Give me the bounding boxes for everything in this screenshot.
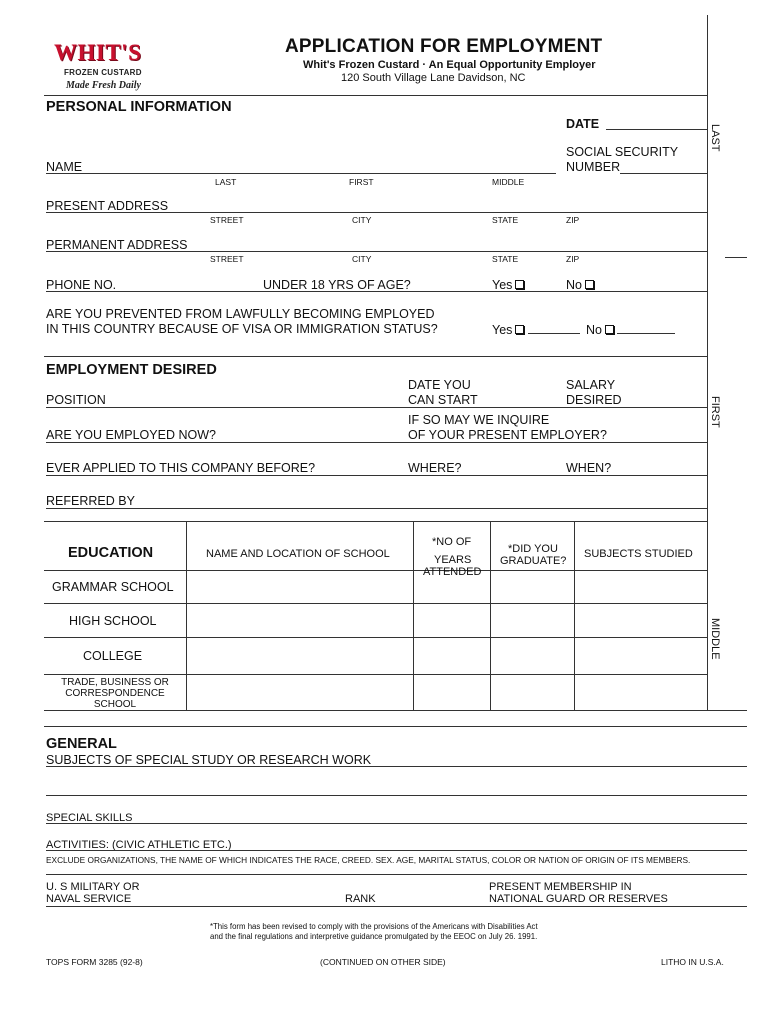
military-line2: NAVAL SERVICE bbox=[46, 893, 132, 905]
ada-note-line2: and the final regulations and interpretive guidance promulgated by the EEOC on July 26. 1991. bbox=[210, 932, 538, 941]
under18-no[interactable] bbox=[566, 278, 594, 292]
checkbox-icon[interactable] bbox=[515, 280, 524, 289]
employment-heading: EMPLOYMENT DESIRED bbox=[46, 362, 217, 378]
personal-info-heading: PERSONAL INFORMATION bbox=[46, 99, 232, 115]
name-sub-first: FIRST bbox=[349, 177, 374, 187]
table-row-divider bbox=[44, 570, 707, 571]
name-label: NAME bbox=[46, 160, 83, 174]
present-sub-zip: ZIP bbox=[566, 215, 580, 225]
special-skills-field[interactable] bbox=[46, 823, 747, 824]
under18-yes[interactable] bbox=[492, 278, 524, 292]
form-subtitle: Whit's Frozen Custard · An Equal Opportunity Employer bbox=[303, 59, 596, 71]
side-label-first: FIRST bbox=[709, 396, 721, 428]
present-sub-street: STREET bbox=[210, 215, 244, 225]
present-address-field[interactable] bbox=[46, 212, 707, 213]
date-field[interactable] bbox=[606, 129, 707, 130]
present-sub-state: STATE bbox=[492, 215, 519, 225]
visa-yes[interactable] bbox=[492, 322, 580, 337]
name-field[interactable] bbox=[46, 173, 556, 174]
when-label: WHEN? bbox=[566, 461, 612, 475]
position-label: POSITION bbox=[46, 393, 106, 407]
row-grammar-school: GRAMMAR SCHOOL bbox=[52, 580, 174, 594]
date-start-line2: CAN START bbox=[408, 393, 478, 407]
table-row-divider bbox=[44, 637, 707, 638]
exclude-note: EXCLUDE ORGANIZATIONS, THE NAME OF WHICH INDICATES THE RACE, CREED. SEX. AGE, MARITAL STATUS, COLOR OR NATION OF ORIGIN OF ITS MEMBERS. bbox=[46, 855, 691, 865]
salary-line1: SALARY bbox=[566, 378, 616, 392]
date-label: DATE bbox=[566, 117, 600, 131]
permanent-sub-state: STATE bbox=[492, 254, 519, 264]
col-subjects-header: SUBJECTS STUDIED bbox=[584, 548, 693, 560]
col-graduate-header-line2: GRADUATE? bbox=[500, 555, 567, 567]
checkbox-icon[interactable] bbox=[515, 325, 524, 334]
present-address-label: PRESENT ADDRESS bbox=[46, 199, 169, 213]
side-label-last: LAST bbox=[709, 124, 721, 152]
military-line1: U. S MILITARY OR bbox=[46, 881, 140, 893]
visa-no-blank[interactable] bbox=[617, 322, 675, 334]
table-col-divider bbox=[186, 521, 187, 710]
company-address: 120 South Village Lane Davidson, NC bbox=[341, 72, 526, 84]
date-start-line1: DATE YOU bbox=[408, 378, 471, 392]
position-field[interactable] bbox=[46, 407, 707, 408]
special-skills-label: SPECIAL SKILLS bbox=[46, 812, 133, 824]
row-trade-line3: SCHOOL bbox=[93, 699, 137, 710]
employed-now-label: ARE YOU EMPLOYED NOW? bbox=[46, 428, 216, 442]
table-row-divider bbox=[44, 603, 707, 604]
visa-yes-blank[interactable] bbox=[528, 322, 580, 334]
visa-no-label: No bbox=[586, 323, 602, 337]
membership-line2: NATIONAL GUARD OR RESERVES bbox=[489, 893, 668, 905]
permanent-address-field[interactable] bbox=[46, 251, 707, 252]
inquire-line1: IF SO MAY WE INQUIRE bbox=[408, 413, 550, 427]
where-label: WHERE? bbox=[408, 461, 462, 475]
special-study-field[interactable] bbox=[46, 766, 747, 767]
visa-yes-label: Yes bbox=[492, 323, 513, 337]
activities-label: ACTIVITIES: (CIVIC ATHLETIC ETC.) bbox=[46, 839, 232, 851]
form-title: APPLICATION FOR EMPLOYMENT bbox=[285, 36, 603, 57]
visa-no[interactable] bbox=[586, 322, 675, 337]
visa-question-line2: IN THIS COUNTRY BECAUSE OF VISA OR IMMIGRATION STATUS? bbox=[46, 322, 438, 336]
col-graduate-header-line1: *DID YOU bbox=[508, 543, 558, 555]
special-study-field-2[interactable] bbox=[46, 795, 747, 796]
visa-question-line1: ARE YOU PREVENTED FROM LAWFULLY BECOMING EMPLOYED bbox=[46, 307, 435, 321]
ssn-label-line1: SOCIAL SECURITY bbox=[566, 145, 679, 159]
applied-before-label: EVER APPLIED TO THIS COMPANY BEFORE? bbox=[46, 461, 316, 475]
phone-field[interactable] bbox=[46, 291, 707, 292]
row-trade-line2: CORRESPONDENCE bbox=[65, 688, 165, 699]
activities-field[interactable] bbox=[46, 850, 747, 851]
row-college: COLLEGE bbox=[83, 649, 143, 663]
name-sub-last: LAST bbox=[215, 177, 237, 187]
name-sub-middle: MIDDLE bbox=[492, 177, 525, 187]
litho-note: LITHO IN U.S.A. bbox=[661, 957, 724, 967]
employed-now-field[interactable] bbox=[46, 442, 707, 443]
section-divider bbox=[44, 356, 707, 357]
education-heading: EDUCATION bbox=[68, 545, 154, 561]
row-high-school: HIGH SCHOOL bbox=[69, 614, 157, 628]
referred-by-field[interactable] bbox=[46, 508, 707, 509]
logo-tagline: Made Fresh Daily bbox=[66, 80, 141, 91]
table-row-divider bbox=[44, 674, 707, 675]
margin-tick bbox=[725, 257, 747, 258]
ada-note-line1: *This form has been revised to comply with the provisions of the Americans with Disabilities Act bbox=[210, 922, 538, 931]
logo-subtitle: FROZEN CUSTARD bbox=[64, 68, 142, 77]
permanent-sub-zip: ZIP bbox=[566, 254, 580, 264]
under18-yes-label: Yes bbox=[492, 278, 513, 292]
section-divider bbox=[44, 95, 707, 96]
row-trade-line1: TRADE, BUSINESS OR bbox=[61, 677, 169, 688]
phone-label: PHONE NO. bbox=[46, 278, 117, 292]
inquire-line2: OF YOUR PRESENT EMPLOYER? bbox=[408, 428, 607, 442]
col-school-header: NAME AND LOCATION OF SCHOOL bbox=[206, 548, 390, 560]
salary-line2: DESIRED bbox=[566, 393, 622, 407]
general-heading: GENERAL bbox=[46, 736, 117, 752]
ssn-field[interactable] bbox=[620, 173, 707, 174]
special-study-label: SUBJECTS OF SPECIAL STUDY OR RESEARCH WORK bbox=[46, 753, 372, 767]
rank-label: RANK bbox=[345, 893, 376, 905]
checkbox-icon[interactable] bbox=[585, 280, 594, 289]
checkbox-icon[interactable] bbox=[605, 325, 614, 334]
right-margin-rule bbox=[707, 15, 708, 710]
side-label-middle: MIDDLE bbox=[709, 618, 721, 660]
membership-line1: PRESENT MEMBERSHIP IN bbox=[489, 881, 632, 893]
table-border-top bbox=[44, 521, 707, 522]
row-trade-school bbox=[52, 677, 178, 710]
permanent-address-label: PERMANENT ADDRESS bbox=[46, 238, 188, 252]
table-col-divider bbox=[490, 521, 491, 710]
permanent-sub-city: CITY bbox=[352, 254, 372, 264]
present-sub-city: CITY bbox=[352, 215, 372, 225]
table-col-divider bbox=[574, 521, 575, 710]
form-number: TOPS FORM 3285 (92-8) bbox=[46, 957, 143, 967]
military-field[interactable] bbox=[46, 906, 747, 907]
continued-note: (CONTINUED ON OTHER SIDE) bbox=[320, 957, 446, 967]
referred-by-label: REFERRED BY bbox=[46, 494, 135, 508]
activities-field-2[interactable] bbox=[46, 874, 747, 875]
permanent-sub-street: STREET bbox=[210, 254, 244, 264]
under18-no-label: No bbox=[566, 278, 582, 292]
col-years-header-clip bbox=[414, 560, 490, 578]
col-years-header-line2: YEARS bbox=[434, 554, 472, 566]
col-years-header-line1: *NO OF bbox=[432, 536, 472, 548]
under18-label: UNDER 18 YRS OF AGE? bbox=[263, 278, 411, 292]
ssn-label-line2: NUMBER bbox=[566, 160, 621, 174]
table-col-divider bbox=[413, 521, 414, 710]
table-border-bottom bbox=[44, 710, 747, 711]
section-divider bbox=[44, 726, 747, 727]
logo-name: WHIT'S bbox=[54, 40, 142, 65]
col-years-header-line3: ATTENDED bbox=[423, 566, 482, 578]
applied-before-field[interactable] bbox=[46, 475, 707, 476]
